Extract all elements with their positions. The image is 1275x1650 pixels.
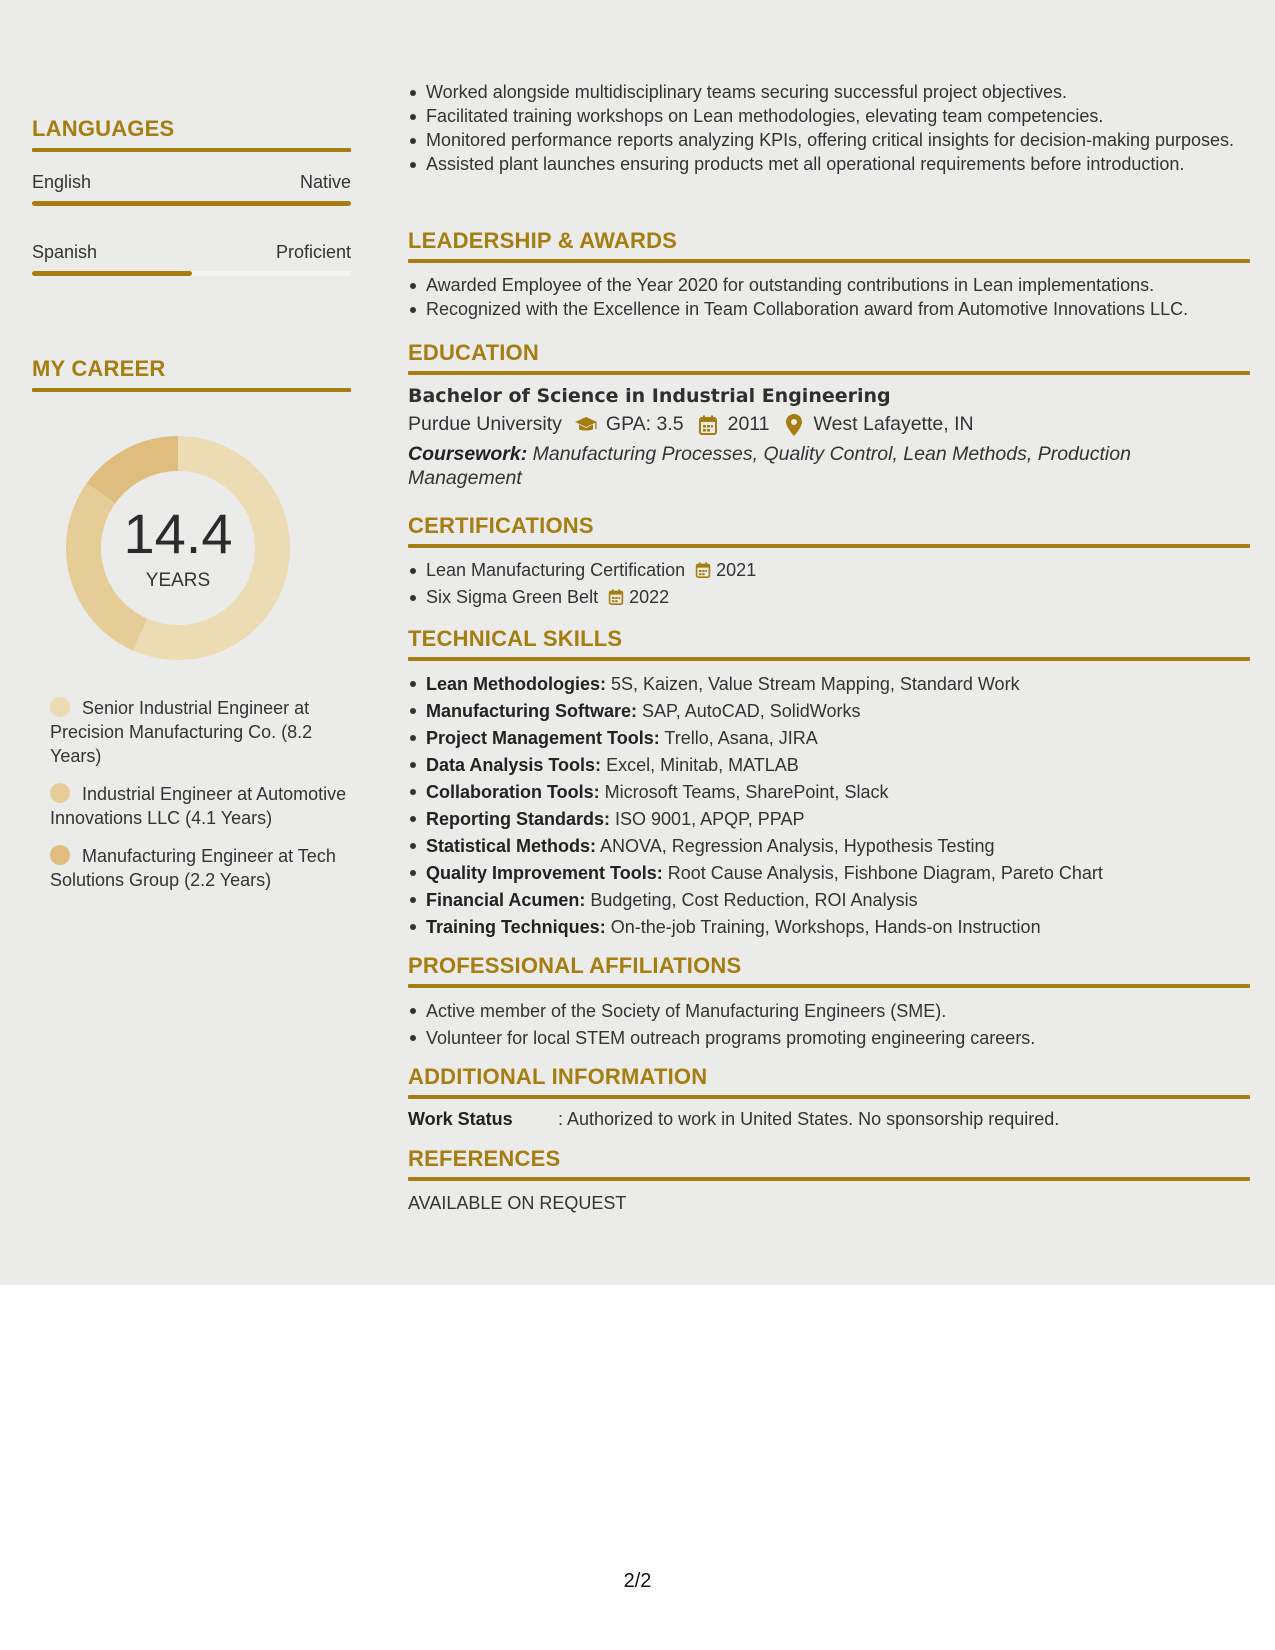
coursework-text: Manufacturing Processes, Quality Control, Lean Methods, Production Management: [408, 443, 1131, 489]
section-rule: [408, 657, 1250, 661]
list-item: Financial Acumen: Budgeting, Cost Reduction, ROI Analysis: [408, 887, 1250, 914]
list-item: Training Techniques: On-the-job Training, Workshops, Hands-on Instruction: [408, 914, 1250, 941]
education-degree: Bachelor of Science in Industrial Engineering: [408, 385, 891, 407]
career-total-value: 14.4: [123, 502, 233, 565]
skills-section: [408, 626, 1250, 941]
legend-dot: [50, 845, 70, 865]
list-item: Worked alongside multidisciplinary teams securing successful project objectives.: [408, 80, 1250, 104]
additional-section: [408, 1064, 1250, 1130]
language-spanish: [32, 242, 351, 276]
career-legend: [50, 696, 350, 892]
section-rule: [408, 259, 1250, 263]
experience-bullets: [408, 80, 1250, 176]
section-rule: [32, 388, 351, 392]
list-item: Assisted plant launches ensuring products met all operational requirements before introduction.: [408, 152, 1250, 176]
calendar-icon: [608, 587, 624, 603]
leadership-title: LEADERSHIP & AWARDS: [408, 228, 678, 253]
leadership-list: [408, 273, 1250, 321]
education-location: West Lafayette, IN: [813, 413, 974, 435]
list-item: Recognized with the Excellence in Team Collaboration award from Automotive Innovations LLC.: [408, 297, 1250, 321]
list-item: Awarded Employee of the Year 2020 for outstanding contributions in Lean implementations.: [408, 273, 1250, 297]
skills-list: [408, 671, 1250, 941]
affiliations-list: [408, 998, 1250, 1052]
career-title: MY CAREER: [32, 356, 166, 381]
page-number: 2/2: [623, 1570, 652, 1592]
additional-title: ADDITIONAL INFORMATION: [408, 1064, 708, 1089]
legend-label: Senior Industrial Engineer at Precision Manufacturing Co. (8.2 Years): [50, 698, 313, 766]
list-item: Monitored performance reports analyzing KPIs, offering critical insights for decision-making purposes.: [408, 128, 1250, 152]
list-item: [408, 585, 1250, 609]
coursework-label: Coursework:: [408, 443, 528, 465]
career-total-unit: YEARS: [145, 570, 211, 591]
language-level: Native: [299, 172, 351, 192]
certifications-section: [408, 513, 1250, 609]
certification-name: Lean Manufacturing Certification: [426, 560, 686, 580]
language-bar: [32, 271, 351, 276]
education-gpa: GPA: 3.5: [605, 413, 684, 435]
leadership-section: [408, 228, 1250, 321]
section-rule: [408, 371, 1250, 375]
list-item: Volunteer for local STEM outreach programs promoting engineering careers.: [408, 1025, 1250, 1052]
language-level: Proficient: [275, 242, 351, 262]
list-item: Facilitated training workshops on Lean methodologies, elevating team competencies.: [408, 104, 1250, 128]
list-item: Active member of the Society of Manufacturing Engineers (SME).: [408, 998, 1250, 1025]
list-item: Quality Improvement Tools: Root Cause Analysis, Fishbone Diagram, Pareto Chart: [408, 860, 1250, 887]
education-school: Purdue University: [408, 413, 562, 435]
legend-dot: [50, 783, 70, 803]
list-item: Reporting Standards: ISO 9001, APQP, PPAP: [408, 806, 1250, 833]
calendar-icon: [695, 560, 711, 576]
list-item: Collaboration Tools: Microsoft Teams, SharePoint, Slack: [408, 779, 1250, 806]
affiliations-section: [408, 953, 1250, 1052]
list-item: Data Analysis Tools: Excel, Minitab, MATLAB: [408, 752, 1250, 779]
references-text: AVAILABLE ON REQUEST: [408, 1193, 627, 1213]
certification-year: 2021: [716, 560, 757, 580]
language-english: [32, 172, 351, 206]
graduation-cap-icon: [574, 414, 598, 436]
affiliations-title: PROFESSIONAL AFFILIATIONS: [408, 953, 742, 978]
education-year: 2011: [727, 413, 770, 435]
language-bar: [32, 201, 351, 206]
work-status-value: : Authorized to work in United States. No sponsorship required.: [558, 1109, 1060, 1129]
legend-item: [50, 696, 350, 768]
languages-title: LANGUAGES: [32, 116, 175, 141]
references-title: REFERENCES: [408, 1146, 561, 1171]
legend-label: Industrial Engineer at Automotive Innovations LLC (4.1 Years): [50, 784, 347, 828]
legend-item: [50, 844, 350, 892]
certification-name: Six Sigma Green Belt: [426, 587, 599, 607]
section-rule: [408, 1177, 1250, 1181]
skills-title: TECHNICAL SKILLS: [408, 626, 623, 651]
calendar-icon: [696, 414, 720, 436]
legend-dot: [50, 697, 70, 717]
certification-year: 2022: [629, 587, 670, 607]
certifications-list: [408, 558, 1250, 609]
list-item: Lean Methodologies: 5S, Kaizen, Value Stream Mapping, Standard Work: [408, 671, 1250, 698]
list-item: Manufacturing Software: SAP, AutoCAD, SolidWorks: [408, 698, 1250, 725]
language-bar-fill: [32, 271, 192, 276]
list-item: Statistical Methods: ANOVA, Regression Analysis, Hypothesis Testing: [408, 833, 1250, 860]
education-coursework: [408, 442, 1250, 490]
languages-section: [32, 116, 351, 152]
education-section: [408, 340, 1250, 490]
career-donut-chart: [66, 436, 290, 660]
language-name: Spanish: [32, 242, 98, 262]
section-rule: [408, 984, 1250, 988]
section-rule: [408, 1095, 1250, 1099]
language-bar-fill: [32, 201, 351, 206]
legend-label: Manufacturing Engineer at Tech Solutions Group (2.2 Years): [50, 846, 336, 890]
section-rule: [32, 148, 351, 152]
list-item: [408, 558, 1250, 582]
work-status-row: [408, 1109, 1250, 1130]
language-name: English: [32, 172, 92, 192]
list-item: Project Management Tools: Trello, Asana, JIRA: [408, 725, 1250, 752]
map-pin-icon: [782, 414, 806, 436]
career-section: [32, 356, 351, 392]
education-title: EDUCATION: [408, 340, 539, 365]
education-details: [408, 413, 1250, 436]
legend-item: [50, 782, 350, 830]
section-rule: [408, 544, 1250, 548]
references-section: [408, 1146, 1250, 1214]
certifications-title: CERTIFICATIONS: [408, 513, 594, 538]
work-status-label: Work Status: [408, 1109, 513, 1129]
